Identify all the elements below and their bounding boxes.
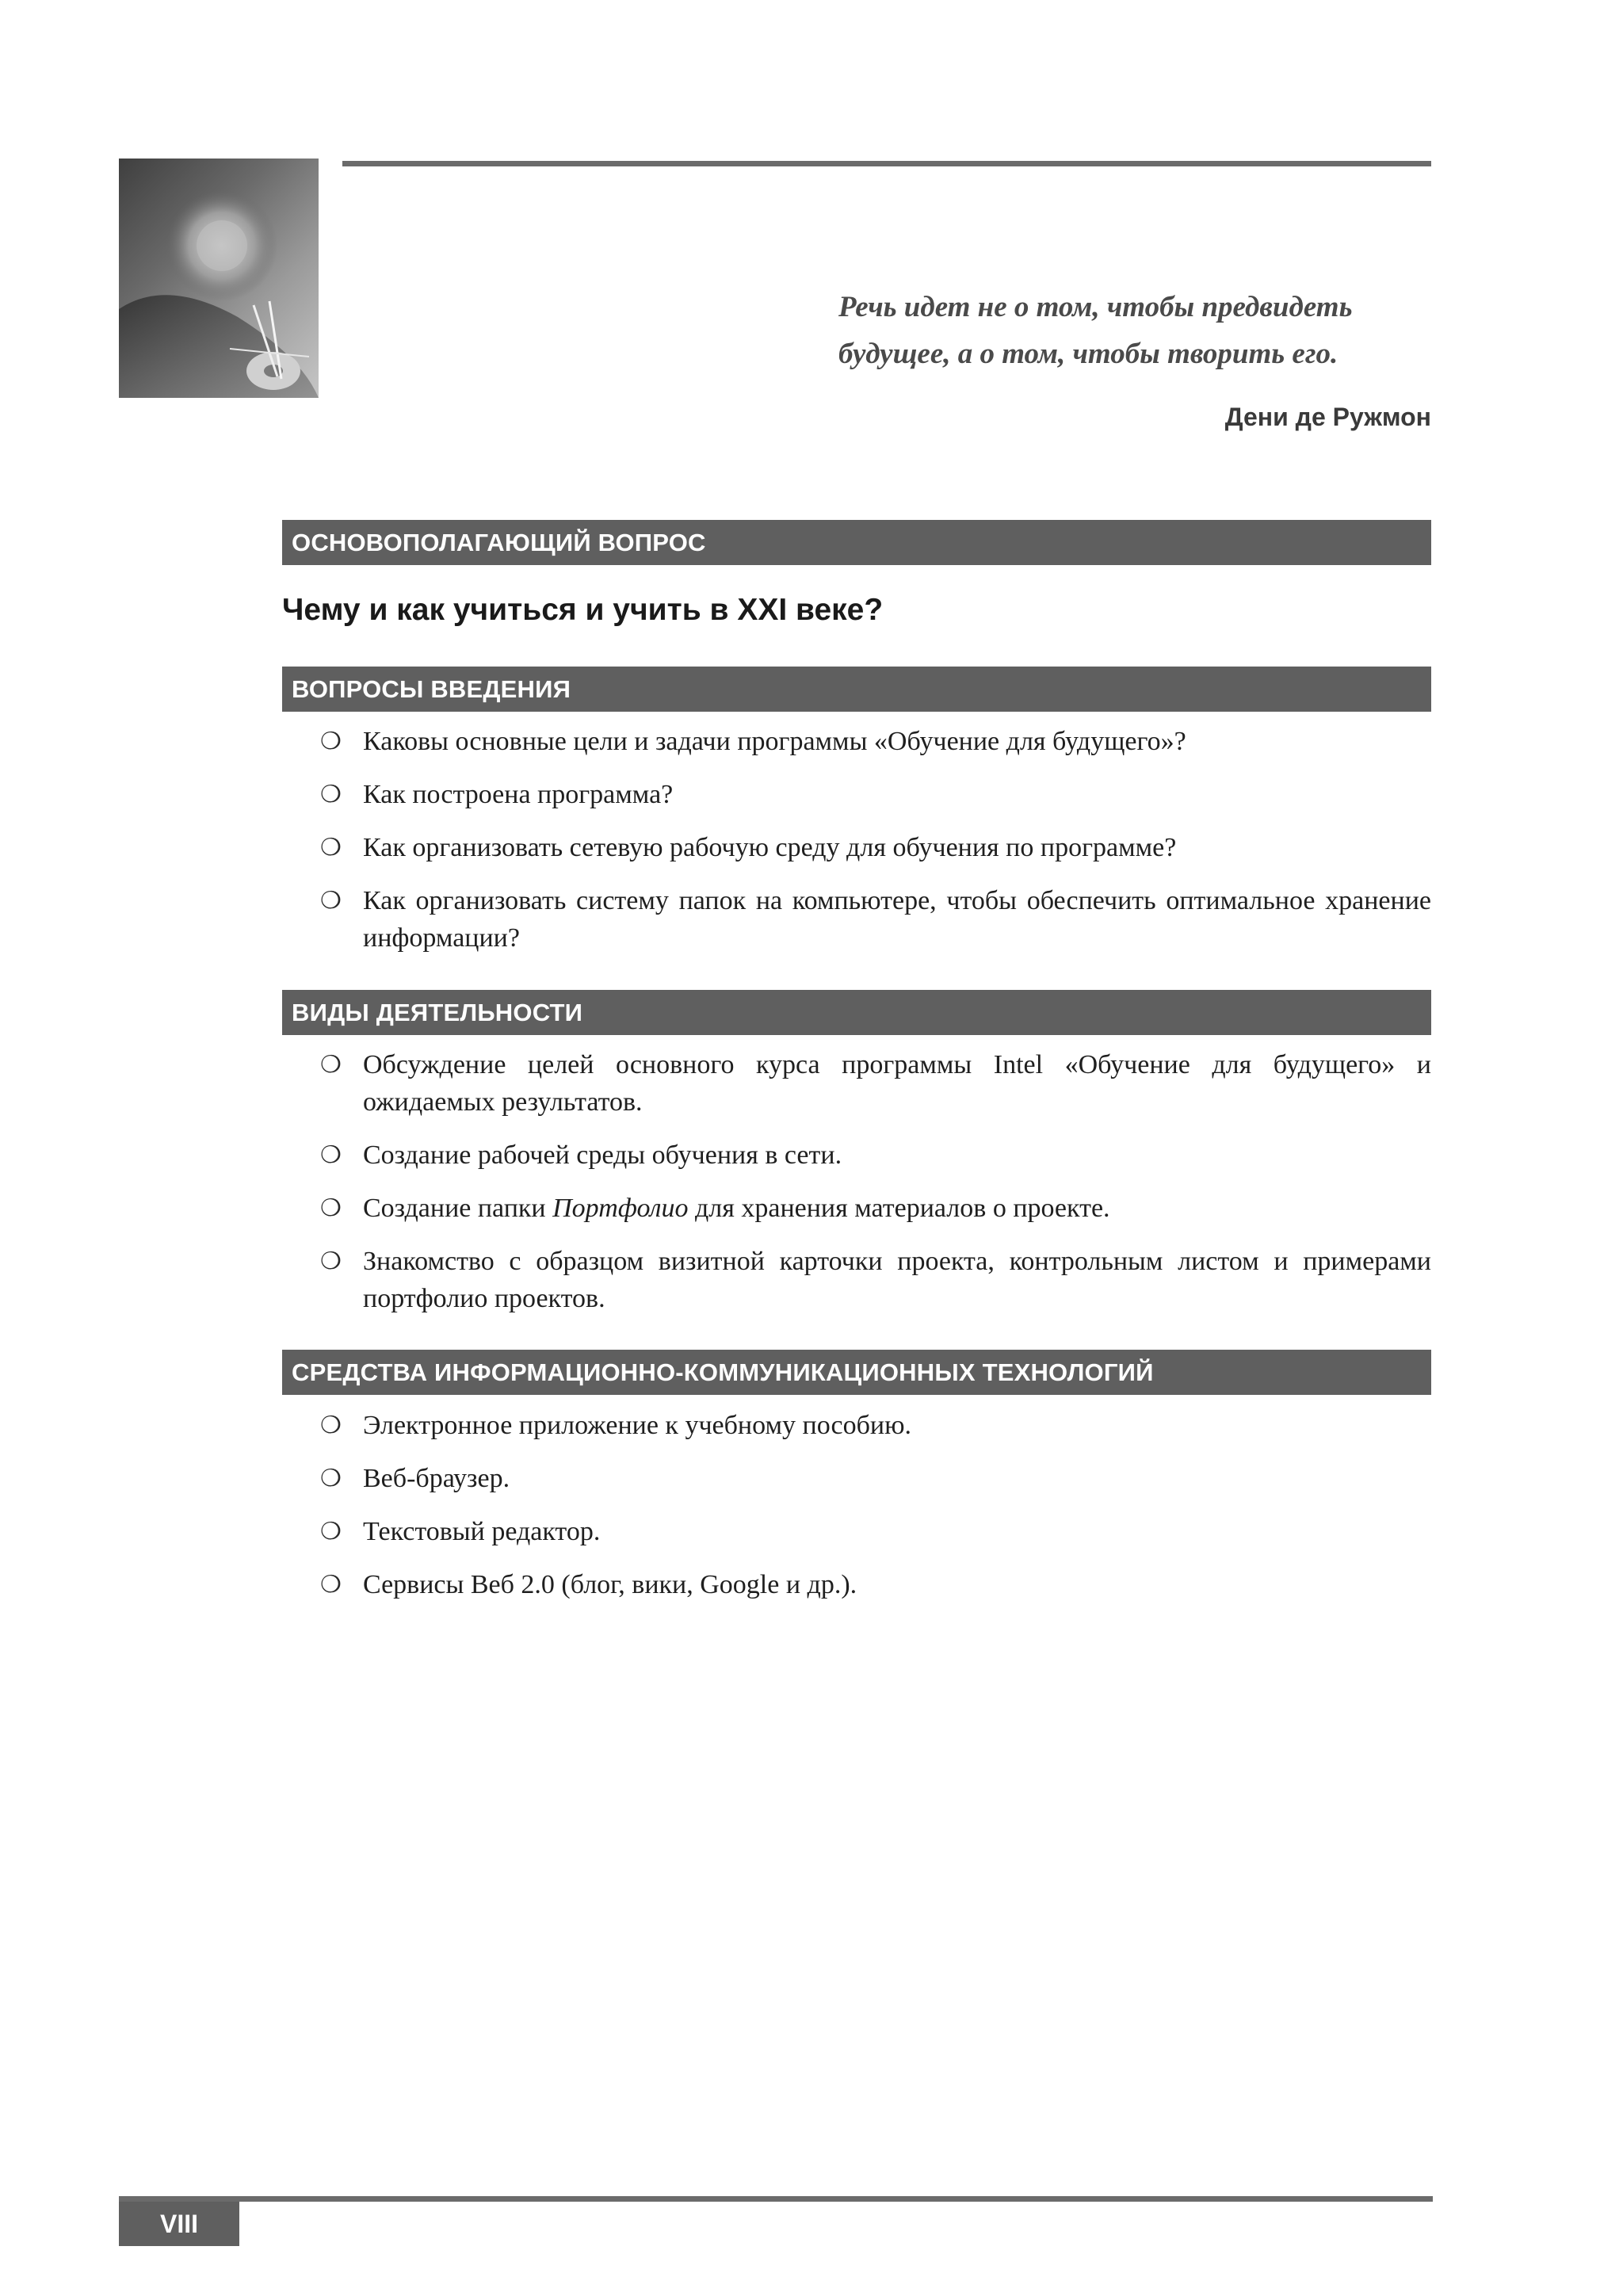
list-item: ❍ Электронное приложение к учебному пособию.	[320, 1407, 1431, 1444]
list-item: ❍ Знакомство с образцом визитной карточки проекта, контрольным листом и примерами портфолио проектов.	[320, 1243, 1431, 1317]
section-heading-activities: ВИДЫ ДЕЯТЕЛЬНОСТИ	[282, 990, 1431, 1035]
corner-decorative-image	[119, 159, 319, 398]
intro-questions-list	[320, 723, 1431, 972]
circle-bullet-icon: ❍	[320, 835, 342, 861]
circle-bullet-icon: ❍	[320, 1142, 342, 1168]
top-rule	[342, 161, 1431, 166]
bottom-rule	[119, 2196, 1433, 2202]
circle-bullet-icon: ❍	[320, 781, 342, 808]
page-number: VIII	[119, 2202, 239, 2246]
list-item: ❍ Обсуждение целей основного курса программы Intel «Обучение для будущего» и ожидаемых результатов.	[320, 1046, 1431, 1121]
circle-bullet-icon: ❍	[320, 1412, 342, 1438]
activities-list	[320, 1046, 1431, 1333]
circle-bullet-icon: ❍	[320, 1572, 342, 1598]
circle-bullet-icon: ❍	[320, 728, 342, 755]
list-item: ❍ Каковы основные цели и задачи программы «Обучение для будущего»?	[320, 723, 1431, 760]
list-item: ❍ Создание рабочей среды обучения в сети.	[320, 1137, 1431, 1174]
fundamental-question-text: Чему и как учиться и учить в XXI веке?	[282, 593, 884, 627]
circle-bullet-icon: ❍	[320, 1195, 342, 1221]
list-item: ❍ Текстовый редактор.	[320, 1513, 1431, 1550]
cd-disc-icon	[119, 159, 319, 398]
circle-bullet-icon: ❍	[320, 1465, 342, 1492]
section-heading-intro-questions: ВОПРОСЫ ВВЕДЕНИЯ	[282, 667, 1431, 712]
epigraph-author: Дени де Ружмон	[1224, 403, 1431, 431]
circle-bullet-icon: ❍	[320, 1248, 342, 1274]
circle-bullet-icon: ❍	[320, 1519, 342, 1545]
circle-bullet-icon: ❍	[320, 888, 342, 914]
section-heading-ict-tools: СРЕДСТВА ИНФОРМАЦИОННО-КОММУНИКАЦИОННЫХ ТЕХНОЛОГИЙ	[282, 1350, 1431, 1395]
list-item: ❍ Создание папки Портфолио для хранения материалов о проекте.	[320, 1190, 1431, 1227]
section-heading-fundamental-question: ОСНОВОПОЛАГАЮЩИЙ ВОПРОС	[282, 520, 1431, 565]
epigraph-line-1: Речь идет не о том, чтобы предвидеть	[838, 291, 1353, 323]
epigraph-quote	[838, 284, 1441, 377]
list-item: ❍ Как организовать систему папок на компьютере, чтобы обеспечить оптимальное хранение информации?	[320, 882, 1431, 957]
ict-tools-list	[320, 1407, 1431, 1619]
epigraph-line-2: будущее, а о том, чтобы творить его.	[838, 338, 1338, 370]
circle-bullet-icon: ❍	[320, 1052, 342, 1078]
list-item: ❍ Сервисы Веб 2.0 (блог, вики, Google и др.).	[320, 1566, 1431, 1603]
portfolio-folder-name: Портфолио	[552, 1194, 689, 1223]
list-item: ❍ Как построена программа?	[320, 776, 1431, 813]
list-item: ❍ Как организовать сетевую рабочую среду для обучения по программе?	[320, 829, 1431, 866]
list-item: ❍ Веб-браузер.	[320, 1460, 1431, 1497]
